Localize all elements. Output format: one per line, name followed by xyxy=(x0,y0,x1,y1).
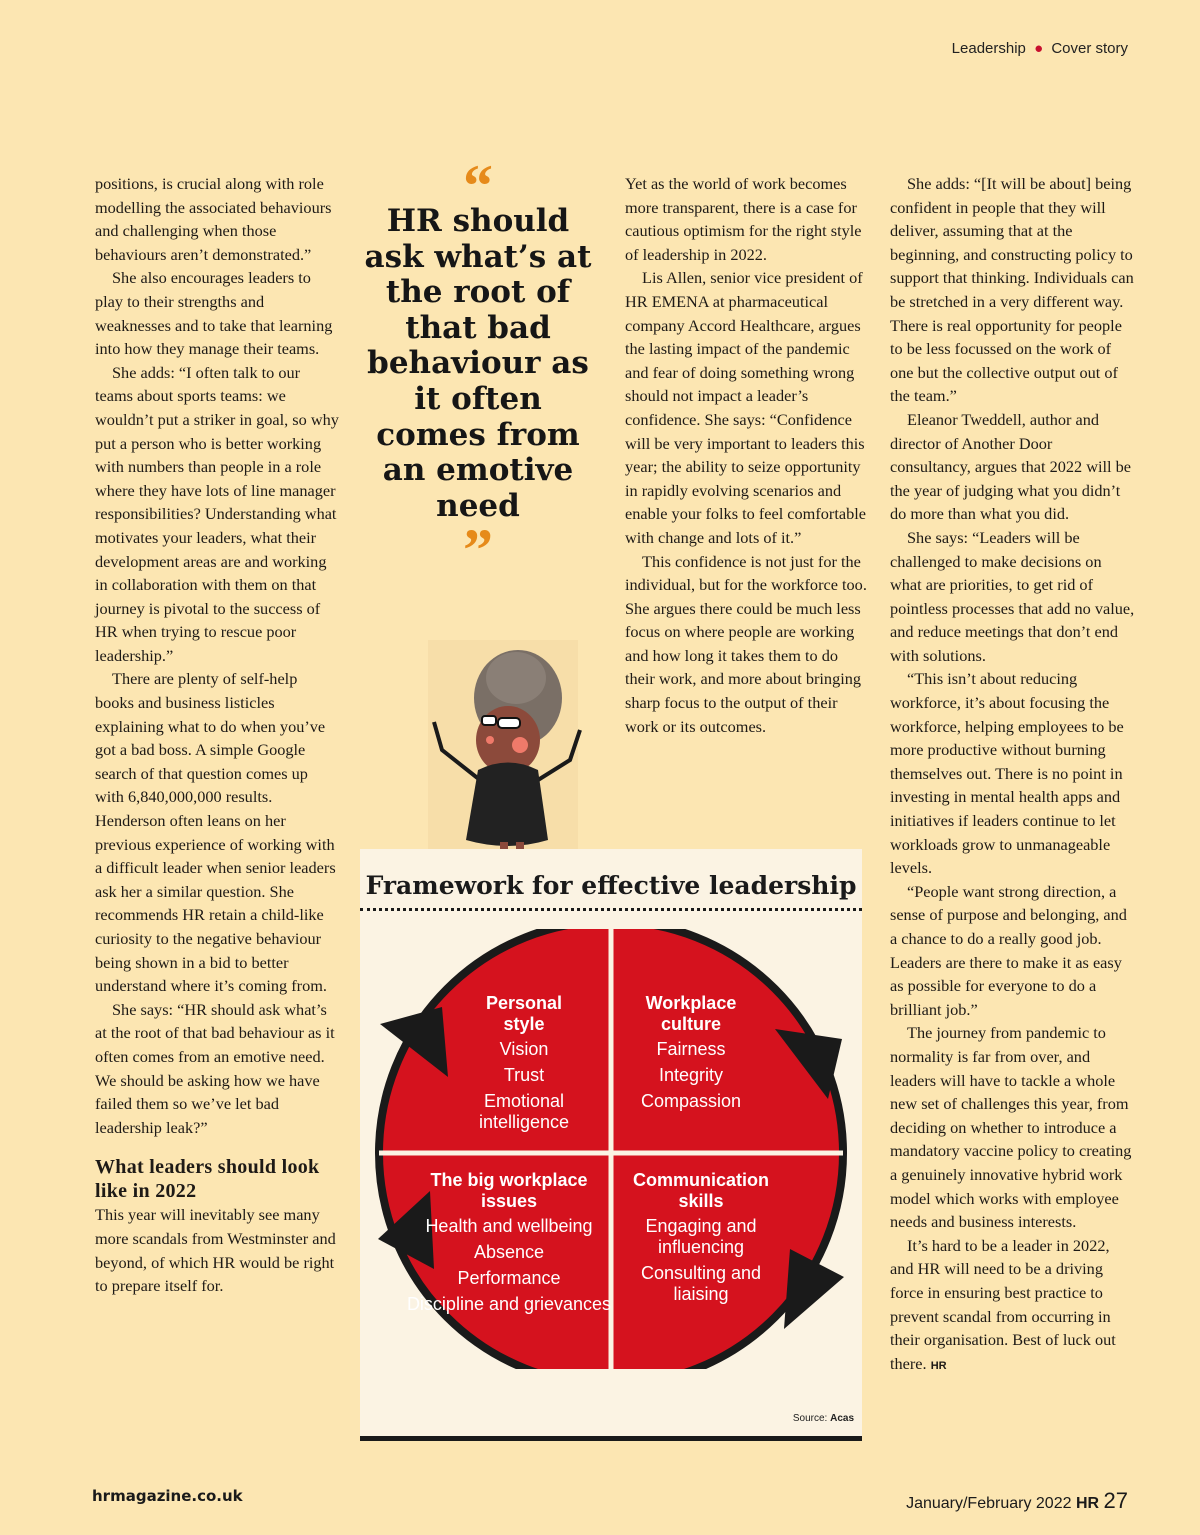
paragraph: Yet as the world of work becomes more transparent, there is a case for cautious optimism for the right style of leadership in 2022. xyxy=(625,174,862,264)
paragraph: She says: “Leaders will be challenged to make decisions on what are priorities, to get rid of pointless processes that add no value, and reduce meetings that don’t end with solutions. xyxy=(890,527,1135,665)
paragraph: She adds: “I often talk to our teams about sports teams: we wouldn’t put a striker in goal, so why put a person who is better working with numbers than people in a role where they have lots of line manager responsibilities? Understanding what motivates your leaders, what their development areas are and working in collaboration with them on that journey is pivotal to the success of HR when trying to rescue poor leadership.” xyxy=(95,362,339,665)
quadrant-title: Communication skills xyxy=(632,1170,769,1211)
page-number: 27 xyxy=(1103,1488,1128,1513)
quadrant-item: Compassion xyxy=(640,1091,742,1111)
paragraph: positions, is crucial along with role modelling the associated behaviours and challenging when those behaviours aren’t demonstrated.” xyxy=(95,174,332,264)
paragraph: She says: “HR should ask what’s at the root of that bad behaviour as it often comes from an emotive need. We should be asking how we have failed them so we’ve let bad leadership leak?” xyxy=(95,999,335,1137)
paragraph: “People want strong direction, a sense of purpose and belonging, and a chance to do a really good job. Leaders are there to make it as easy as possible for everyone to do a brilliant job.” xyxy=(890,881,1127,1019)
open-quote-mark: “ xyxy=(463,153,493,219)
quadrant-item: Health and wellbeing xyxy=(425,1216,593,1236)
last-paragraph-text: It’s hard to be a leader in 2022, and HR will need to be a driving force in ensuring best practice to prevent scandal from occurring in their organisation. Best of luck out there. xyxy=(890,1235,1116,1373)
paragraph: She adds: “[It will be about] being confident in people that they will deliver, assuming that at the beginning, and constructing policy to support that thinking. Individuals can be stretched in a very different way. There is real opportunity for people to be less focussed on the work of one but the collective output out of the team.” xyxy=(890,174,1134,406)
header-dot: ● xyxy=(1034,40,1044,57)
quadrant-item: Fairness xyxy=(656,1039,726,1059)
quadrant-item: Integrity xyxy=(658,1065,724,1085)
quadrant-item: Trust xyxy=(503,1065,545,1085)
quadrant-item: Engaging and influencing xyxy=(645,1216,757,1257)
paragraph-last xyxy=(890,1234,1135,1379)
close-quote-mark: ” xyxy=(463,517,493,584)
article-column-4 xyxy=(890,172,1135,1378)
framework-panel xyxy=(360,849,862,1441)
quadrant-title: Personal style xyxy=(485,993,563,1034)
quadrant-item: Absence xyxy=(473,1242,545,1262)
quadrant-item: Emotional intelligence xyxy=(478,1091,570,1132)
pull-quote-text: HR should ask what’s at the root of that bad behaviour as it often comes from an emotive need xyxy=(364,203,592,524)
footer-website: hrmagazine.co.uk xyxy=(92,1487,243,1505)
footer-brand: HR xyxy=(1075,1495,1100,1512)
quadrant-personal-style xyxy=(464,993,584,1138)
quadrant-item: Vision xyxy=(499,1039,549,1059)
quadrant-item: Discipline and grievances xyxy=(406,1294,612,1314)
quadrant-workplace-culture xyxy=(621,993,761,1117)
dotted-divider xyxy=(360,908,862,911)
framework-title: Framework for effective leadership xyxy=(365,871,857,900)
header-category: Cover story xyxy=(1051,40,1128,57)
header-section: Leadership xyxy=(951,40,1026,57)
leader-illustration xyxy=(420,630,620,870)
pull-quote xyxy=(360,153,596,584)
quadrant-title: Workplace culture xyxy=(645,993,737,1034)
paragraph: “This isn’t about reducing workforce, it’s about focusing the workforce, helping employees to be more productive without burning themselves out. There is no point in investing in mental health apps and initiatives if leaders continue to let workloads grow to unmanageable levels. xyxy=(890,669,1124,878)
source-credit xyxy=(793,1413,854,1424)
article-column-1 xyxy=(95,172,340,1298)
footer-folio xyxy=(906,1488,1128,1514)
article-column-3 xyxy=(625,172,870,738)
end-mark: HR xyxy=(930,1359,947,1372)
quadrant-big-workplace-issues xyxy=(404,1170,614,1320)
paragraph: Lis Allen, senior vice president of HR EMENA at pharmaceutical company Accord Healthcare, argues the lasting impact of the pandemic and fear of doing something wrong should not impact a leader’s confidence. She says: “Confidence will be very important to leaders this year; the ability to seize opportunity in rapidly evolving scenarios and enable your folks to feel comfortable with change and lots of it.” xyxy=(625,268,866,547)
running-header xyxy=(952,40,1128,57)
paragraph: This confidence is not just for the individual, but for the workforce too. She argues there could be much less focus on where people are working and how long it takes them to do their work, and more about bringing sharp focus to the output of their work or its outcomes. xyxy=(625,551,867,736)
paragraph: The journey from pandemic to normality is far from over, and leaders will have to tackle a whole new set of challenges this year, from deciding on whether to introduce a mandatory vaccine policy to creating a genuinely innovative hybrid work model which works with employee needs and business interests. xyxy=(890,1023,1132,1232)
paragraph: There are plenty of self-help books and business listicles explaining what to do when you’ve got a bad boss. A simple Google search of that question comes up with 6,840,000,000 results. Henderson often leans on her previous experience of working with a difficult leader when senior leaders ask her a similar question. She recommends HR retain a child-like curiosity to the negative behaviour being shown in a bid to better understand where it’s coming from. xyxy=(95,669,336,996)
quadrant-title: The big workplace issues xyxy=(430,1170,588,1211)
paragraph: This year will inevitably see many more scandals from Westminster and beyond, of which HR would be right to prepare itself for. xyxy=(95,1205,336,1296)
quadrant-item: Consulting and liaising xyxy=(640,1263,762,1304)
subheading: What leaders should look like in 2022 xyxy=(95,1156,320,1203)
paragraph: Eleanor Tweddell, author and director of Another Door consultancy, argues that 2022 will be the year of judging what you didn’t do more than what you did. xyxy=(890,409,1131,524)
footer-issue: January/February 2022 xyxy=(906,1495,1072,1512)
paragraph: She also encourages leaders to play to their strengths and weaknesses and to take that learning into how they manage their teams. xyxy=(95,268,333,359)
quadrant-communication-skills xyxy=(616,1170,786,1310)
quadrant-item: Performance xyxy=(457,1268,561,1288)
source-name: Acas xyxy=(830,1413,854,1424)
source-label: Source: xyxy=(792,1413,828,1424)
